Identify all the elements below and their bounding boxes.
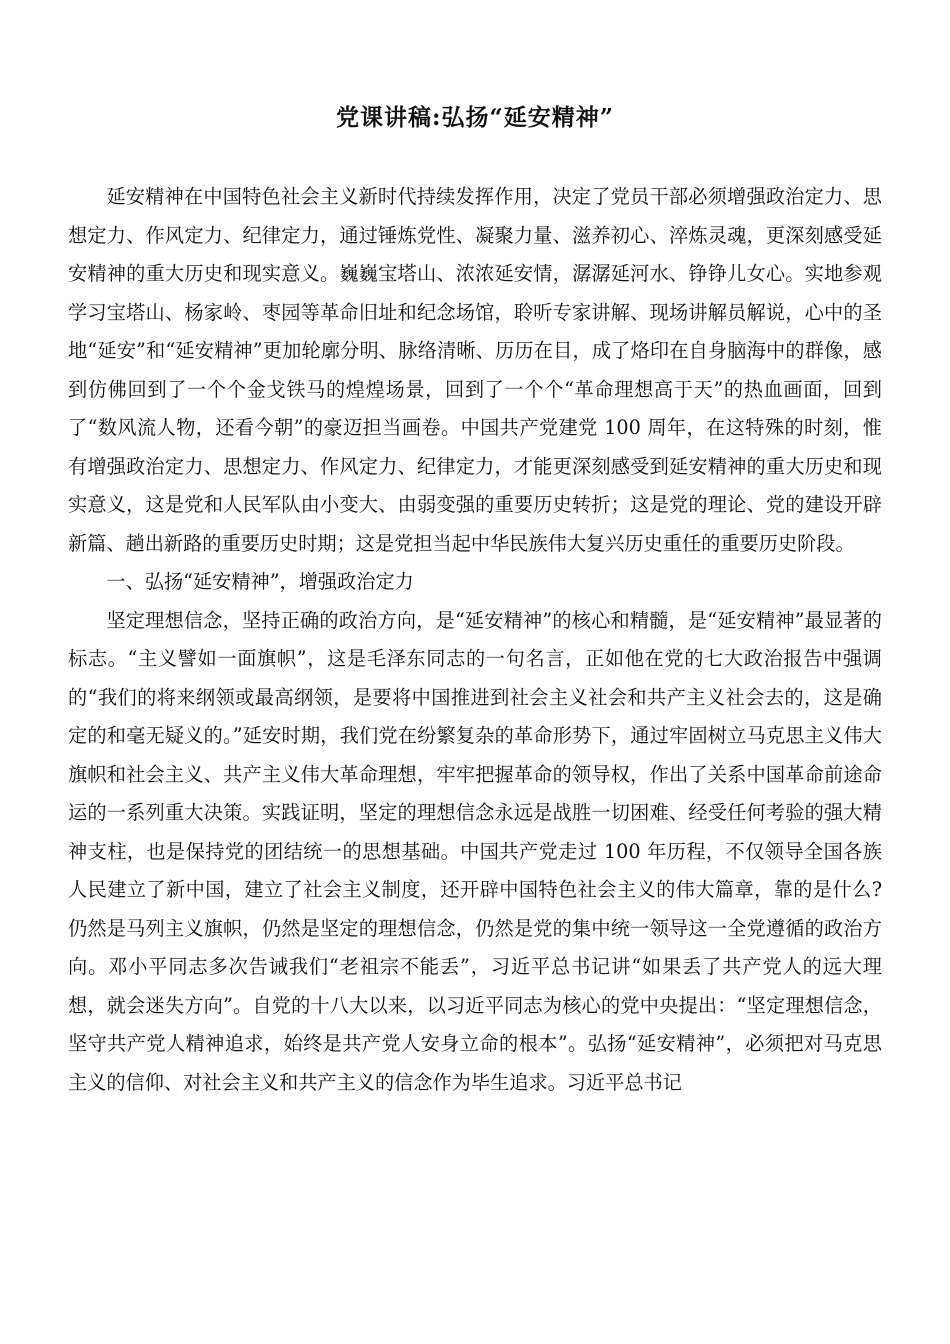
paragraph-section-one: 坚定理想信念，坚持正确的政治方向，是“延安精神”的核心和精髓，是“延安精神”最显著的标志。“主义譬如一面旗帜”，这是毛泽东同志的一句名言，正如他在党的七大政治报告中强调的“我们的将来纲领或最高纲领，是要将中国推进到社会主义社会和共产主义社会去的，这是确定的和毫无疑义的。”延安时期，我们党在纷繁复杂的革命形势下，通过牢固树立马克思主义伟大旗帜和社会主义、共产主义伟大革命理想，牢牢把握革命的领导权，作出了关系中国革命前途命运的一系列重大决策。实践证明，坚定的理想信念永远是战胜一切困难、经受任何考验的强大精神支柱，也是保持党的团结统一的思想基础。中国共产党走过 100 年历程，不仅领导全国各族人民建立了新中国，建立了社会主义制度，还开辟中国特色社会主义的伟大篇章，靠的是什么?仍然是马列主义旗帜，仍然是坚定的理想信念，仍然是党的集中统一领导这一全党遵循的政治方向。邓小平同志多次告诫我们“老祖宗不能丢”，习近平总书记讲“如果丢了共产党人的远大理想，就会迷失方向”。自党的十八大以来，以习近平同志为核心的党中央提出：“坚定理想信念，坚守共产党人精神追求，始终是共产党人安身立命的根本”。弘扬“延安精神”，必须把对马克思主义的信仰、对社会主义和共产主义的信念作为毕生追求。习近平总书记 [68,608,882,1094]
section-heading: 一、弘扬“延安精神”，增强政治定力 [106,570,414,593]
document-title: 党课讲稿:弘扬“延安精神” [336,104,614,131]
document-body [68,178,882,1102]
paragraph-intro: 延安精神在中国特色社会主义新时代持续发挥作用，决定了党员干部必须增强政治定力、思想定力、作风定力、纪律定力，通过锤炼党性、凝聚力量、滋养初心、淬炼灵魂，更深刻感受延安精神的重大历史和现实意义。巍巍宝塔山、浓浓延安情，潺潺延河水、铮铮儿女心。实地参观学习宝塔山、杨家岭、枣园等革命旧址和纪念场馆，聆听专家讲解、现场讲解员解说，心中的圣地“延安”和“延安精神”更加轮廓分明、脉络清晰、历历在目，成了烙印在自身脑海中的群像，感到仿佛回到了一个个金戈铁马的煌煌场景，回到了一个个“革命理想高于天”的热血画面，回到了“数风流人物，还看今朝”的豪迈担当画卷。中国共产党建党 100 周年，在这特殊的时刻，惟有增强政治定力、思想定力、作风定力、纪律定力，才能更深刻感受到延安精神的重大历史和现实意义，这是党和人民军队由小变大、由弱变强的重要历史转折；这是党的理论、党的建设开辟新篇、趟出新路的重要历史时期；这是党担当起中华民族伟大复兴历史重任的重要历史阶段。 [68,185,882,555]
